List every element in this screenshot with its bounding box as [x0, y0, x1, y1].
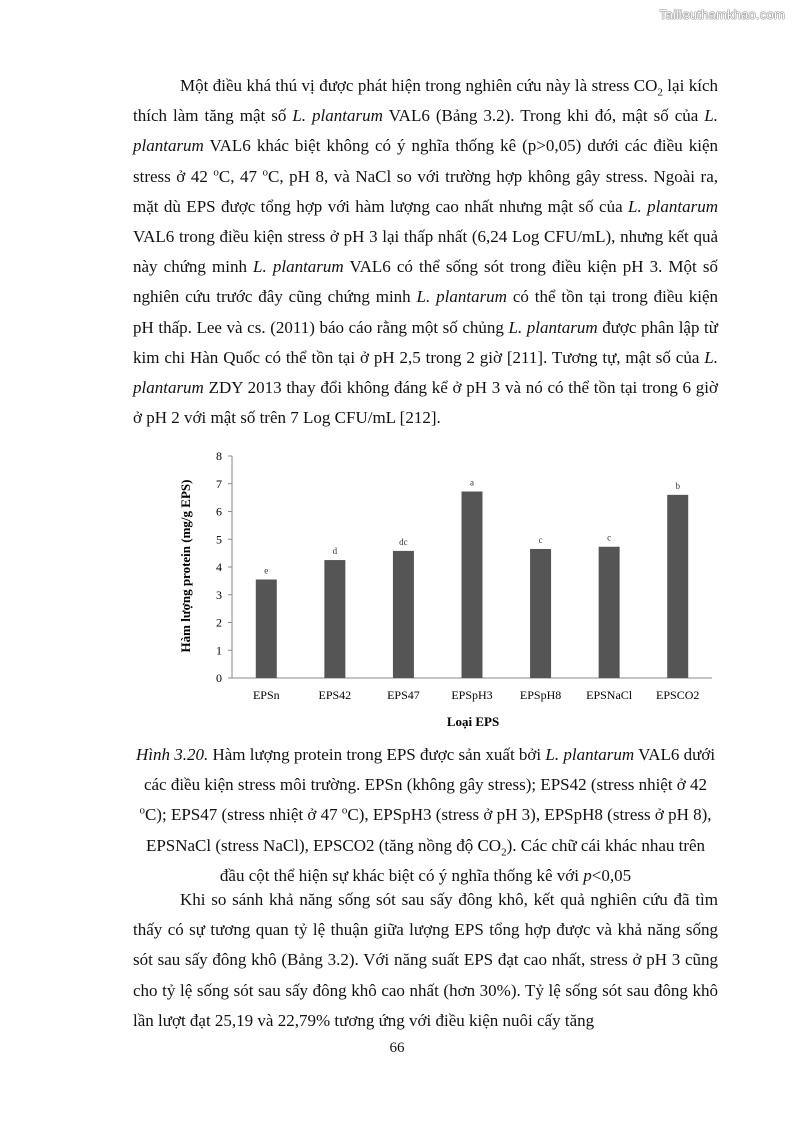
- y-tick-label: 5: [216, 532, 222, 547]
- significance-letter: a: [470, 477, 474, 488]
- italic-p: p: [583, 865, 592, 885]
- text-run: VAL6 dưới các điều kiện stress môi trường. EPSn (không gây stress); EPS42 (stress nhiệt ở 42: [143, 745, 716, 795]
- figure-label: Hình 3.20.: [135, 745, 209, 764]
- species-name: L. plantarum: [133, 347, 718, 398]
- species-name: L. plantarum: [253, 257, 344, 277]
- text-run: C); EPS47 (stress nhiệt ở 47: [144, 805, 342, 825]
- y-tick-label: 0: [216, 671, 222, 685]
- paragraph-2: [133, 885, 718, 1036]
- text-run: <0,05: [591, 865, 632, 885]
- significance-letter: d: [332, 546, 338, 557]
- significance-letter: dc: [399, 536, 408, 547]
- significance-letter: c: [607, 532, 612, 543]
- page-number: 66: [389, 1040, 405, 1056]
- text-run: VAL6 có thể sống sót trong điều kiện pH 3. Một số nghiên cứu trước đây cũng chứng minh: [133, 257, 718, 307]
- watermark: Tailieuthamkhao.com: [659, 7, 785, 22]
- text-run: C), EPSpH3 (stress ở pH 3), EPSpH8 (stress ở pH 8), EPSNaCl (stress NaCl), EPSCO2 (tăng nồng độ CO: [145, 805, 712, 855]
- text-run: Một điều khá thú vị được phát hiện trong nghiên cứu này là stress CO: [180, 76, 658, 95]
- x-tick-label: EPS47: [387, 688, 420, 702]
- y-tick-label: 4: [216, 560, 222, 574]
- y-axis-label: Hàm lượng protein (mg/g EPS): [178, 479, 193, 653]
- subscript: 2: [657, 86, 663, 99]
- text-run: C, 47: [218, 166, 263, 186]
- superscript: o: [341, 804, 348, 817]
- bar-EPSCO2: [667, 495, 688, 678]
- text-run: ZDY 2013 thay đổi không đáng kể ở pH 3 và nó có thể tồn tại trong 6 giờ ở pH 2 với mật số trên 7 Log CFU/mL [212].: [133, 378, 718, 428]
- superscript: o: [139, 804, 145, 817]
- y-tick-label: 7: [216, 476, 222, 491]
- species-name: L. plantarum: [416, 287, 507, 307]
- text-run: được phân lập từ kim chi Hàn Quốc có thể tồn tại ở pH 2,5 trong 2 giờ [211]. Tương tự, mật số của: [133, 317, 718, 367]
- x-tick-label: EPSn: [252, 688, 280, 702]
- y-tick-label: 3: [216, 587, 222, 602]
- x-tick-label: EPSpH8: [519, 688, 562, 702]
- figure-caption: [133, 740, 718, 891]
- bar-EPSpH3: [462, 492, 483, 678]
- superscript: o: [213, 165, 219, 178]
- bar-EPS47: [393, 551, 414, 678]
- species-name: L. plantarum: [545, 745, 635, 764]
- text-run: C, pH 8, và NaCl so với trường hợp không gây stress. Ngoài ra, mặt dù EPS được tổng hợp với hàm lượng cao nhất nhưng mật số của: [133, 166, 718, 216]
- species-name: L. plantarum: [628, 196, 718, 216]
- text-run: Hàm lượng protein trong EPS được sản xuất bởi: [208, 745, 546, 764]
- significance-letter: c: [538, 534, 543, 545]
- text-run: ). Các chữ cái khác nhau trên đầu cột thể hiện sự khác biệt có ý nghĩa thống kê với: [219, 835, 706, 885]
- significance-letter: e: [264, 565, 269, 576]
- y-tick-label: 1: [216, 643, 222, 658]
- text-run: VAL6 (Bảng 3.2). Trong khi đó, mật số của: [382, 106, 705, 126]
- text-run: VAL6 trong điều kiện stress ở pH 3 lại thấp nhất (6,24 Log CFU/mL), nhưng kết quả này chứng minh: [133, 227, 718, 277]
- species-name: L. plantarum: [508, 317, 598, 337]
- species-name: L. plantarum: [292, 106, 383, 126]
- x-tick-label: EPSpH3: [451, 688, 493, 702]
- text-run: VAL6 khác biệt không có ý nghĩa thống kê (p>0,05) dưới các điều kiện stress ở 42: [133, 136, 718, 186]
- text-run: có thể tồn tại trong điều kiện pH thấp. Lee và cs. (2011) báo cáo rằng một số chủng: [133, 287, 719, 337]
- x-axis-label: Loại EPS: [446, 714, 500, 729]
- bar-EPSNaCl: [599, 547, 620, 678]
- significance-letter: b: [675, 480, 680, 491]
- subscript: 2: [501, 846, 507, 858]
- superscript: o: [262, 165, 269, 178]
- text-run: Khi so sánh khả năng sống sót sau sấy đông khô, kết quả nghiên cứu đã tìm thấy có sự tương quan tỷ lệ thuận giữa lượng EPS tổng hợp được và khả năng sống sót sau sấy đông khô (Bảng 3.2). Với năng suất EPS đạt cao nhất, stress ở pH 3 cũng cho tỷ lệ sống sót sau sấy đông khô cao nhất (hơn 30%). Tỷ lệ sống sót sau đông khô lần lượt đạt 25,19 và 22,79% tương ứng với điều kiện nuôi cấy tăng: [133, 890, 718, 1030]
- species-name: L. plantarum: [133, 106, 719, 156]
- bar-EPS42: [324, 560, 345, 678]
- text-run: lại kích thích làm tăng mật số: [133, 76, 718, 126]
- bar-EPSn: [256, 579, 277, 678]
- y-tick-label: 2: [216, 615, 222, 630]
- x-tick-label: EPS42: [318, 688, 352, 702]
- y-tick-label: 8: [216, 449, 222, 463]
- x-tick-label: EPSCO2: [656, 688, 700, 702]
- bar-chart: [170, 446, 730, 736]
- y-tick-label: 6: [216, 504, 222, 519]
- bar-EPSpH8: [530, 549, 551, 678]
- paragraph-1: [133, 71, 718, 433]
- x-tick-label: EPSNaCl: [586, 688, 633, 702]
